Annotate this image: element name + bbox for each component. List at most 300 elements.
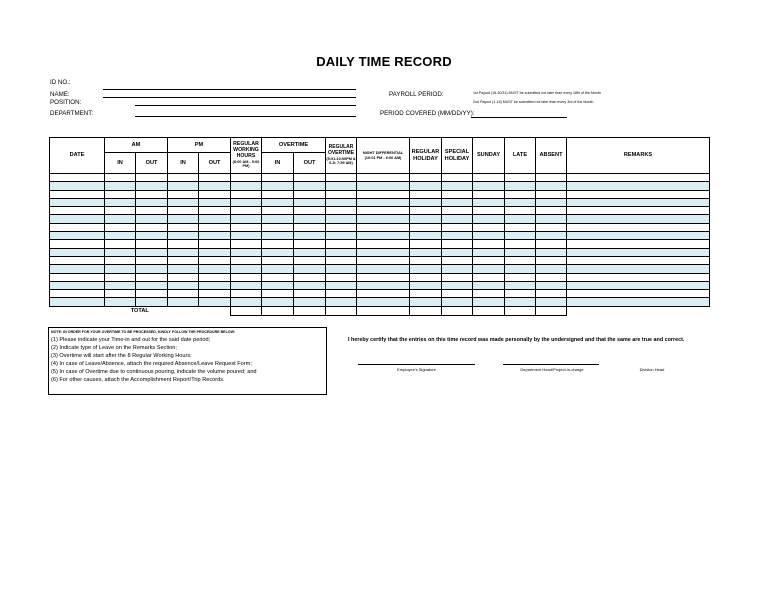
table-cell[interactable] bbox=[294, 248, 326, 256]
table-cell[interactable] bbox=[199, 232, 231, 240]
table-cell[interactable] bbox=[105, 198, 136, 206]
table-cell[interactable] bbox=[136, 232, 168, 240]
table-cell[interactable] bbox=[567, 298, 710, 306]
table-cell[interactable] bbox=[231, 240, 262, 248]
table-cell[interactable] bbox=[442, 265, 473, 273]
table-cell[interactable] bbox=[410, 232, 442, 240]
table-cell[interactable] bbox=[567, 223, 710, 231]
table-cell[interactable] bbox=[326, 273, 357, 281]
table-cell[interactable] bbox=[168, 198, 199, 206]
table-row bbox=[50, 198, 710, 206]
table-cell[interactable] bbox=[357, 248, 410, 256]
table-cell[interactable] bbox=[326, 215, 357, 223]
table-cell[interactable] bbox=[410, 198, 442, 206]
table-cell[interactable] bbox=[105, 290, 136, 298]
table-cell[interactable] bbox=[50, 174, 105, 182]
table-cell[interactable] bbox=[231, 232, 262, 240]
name-field[interactable] bbox=[103, 97, 356, 98]
table-cell[interactable] bbox=[567, 290, 710, 298]
table-cell[interactable] bbox=[357, 223, 410, 231]
table-cell[interactable] bbox=[50, 215, 105, 223]
table-cell[interactable] bbox=[473, 281, 505, 289]
table-cell[interactable] bbox=[105, 223, 136, 231]
table-cell[interactable] bbox=[105, 207, 136, 215]
id-no-label: ID NO.: bbox=[50, 79, 71, 86]
table-cell[interactable] bbox=[505, 182, 536, 190]
table-cell[interactable] bbox=[357, 207, 410, 215]
table-cell[interactable] bbox=[262, 207, 294, 215]
table-cell[interactable] bbox=[262, 232, 294, 240]
table-cell[interactable] bbox=[105, 215, 136, 223]
table-cell[interactable] bbox=[410, 281, 442, 289]
table-cell[interactable] bbox=[50, 256, 105, 264]
table-cell[interactable] bbox=[410, 223, 442, 231]
table-cell[interactable] bbox=[567, 256, 710, 264]
table-cell[interactable] bbox=[442, 248, 473, 256]
table-cell[interactable] bbox=[357, 256, 410, 264]
table-cell[interactable] bbox=[105, 240, 136, 248]
table-cell[interactable] bbox=[442, 298, 473, 306]
table-cell[interactable] bbox=[536, 182, 567, 190]
table-cell[interactable] bbox=[567, 265, 710, 273]
table-cell[interactable] bbox=[357, 182, 410, 190]
table-cell[interactable] bbox=[168, 240, 199, 248]
table-cell[interactable] bbox=[326, 223, 357, 231]
table-cell[interactable] bbox=[442, 207, 473, 215]
table-cell[interactable] bbox=[567, 207, 710, 215]
table-cell[interactable] bbox=[105, 281, 136, 289]
table-cell[interactable] bbox=[50, 223, 105, 231]
table-cell[interactable] bbox=[505, 281, 536, 289]
table-cell[interactable] bbox=[199, 281, 231, 289]
table-cell[interactable] bbox=[262, 182, 294, 190]
table-cell[interactable] bbox=[231, 273, 262, 281]
table-cell[interactable] bbox=[357, 190, 410, 198]
table-cell[interactable] bbox=[326, 207, 357, 215]
table-cell[interactable] bbox=[442, 198, 473, 206]
table-cell[interactable] bbox=[136, 265, 168, 273]
table-cell[interactable] bbox=[199, 215, 231, 223]
table-cell[interactable] bbox=[199, 273, 231, 281]
dept-head-signature-line[interactable] bbox=[503, 364, 599, 365]
table-cell[interactable] bbox=[294, 240, 326, 248]
table-cell[interactable] bbox=[505, 223, 536, 231]
total-cell[interactable] bbox=[357, 306, 410, 315]
table-cell[interactable] bbox=[536, 190, 567, 198]
table-cell[interactable] bbox=[505, 190, 536, 198]
table-cell[interactable] bbox=[442, 256, 473, 264]
employee-signature-label: Employee's Signature bbox=[397, 367, 436, 372]
table-cell[interactable] bbox=[410, 290, 442, 298]
table-cell[interactable] bbox=[357, 265, 410, 273]
table-cell[interactable] bbox=[50, 190, 105, 198]
table-cell[interactable] bbox=[442, 223, 473, 231]
table-cell[interactable] bbox=[168, 298, 199, 306]
table-row bbox=[50, 207, 710, 215]
table-cell[interactable] bbox=[294, 207, 326, 215]
table-cell[interactable] bbox=[536, 198, 567, 206]
total-cell[interactable] bbox=[326, 306, 357, 315]
table-cell[interactable] bbox=[50, 265, 105, 273]
table-row bbox=[50, 248, 710, 256]
table-row bbox=[50, 174, 710, 182]
table-cell[interactable] bbox=[168, 265, 199, 273]
table-cell[interactable] bbox=[505, 298, 536, 306]
table-cell[interactable] bbox=[262, 281, 294, 289]
id-no-field[interactable] bbox=[103, 89, 356, 90]
table-cell[interactable] bbox=[231, 281, 262, 289]
table-cell[interactable] bbox=[357, 273, 410, 281]
table-cell[interactable] bbox=[567, 182, 710, 190]
table-cell[interactable] bbox=[199, 182, 231, 190]
table-cell[interactable] bbox=[473, 207, 505, 215]
table-cell[interactable] bbox=[536, 240, 567, 248]
table-cell[interactable] bbox=[442, 232, 473, 240]
table-cell[interactable] bbox=[50, 198, 105, 206]
table-cell[interactable] bbox=[136, 273, 168, 281]
table-cell[interactable] bbox=[357, 290, 410, 298]
table-cell[interactable] bbox=[505, 240, 536, 248]
table-cell[interactable] bbox=[136, 290, 168, 298]
table-cell[interactable] bbox=[294, 232, 326, 240]
table-cell[interactable] bbox=[168, 290, 199, 298]
table-cell[interactable] bbox=[326, 265, 357, 273]
table-cell[interactable] bbox=[294, 215, 326, 223]
col-pm-in: IN bbox=[168, 153, 199, 174]
table-cell[interactable] bbox=[231, 223, 262, 231]
table-cell[interactable] bbox=[442, 290, 473, 298]
table-cell[interactable] bbox=[199, 256, 231, 264]
table-cell[interactable] bbox=[168, 273, 199, 281]
col-pm-out: OUT bbox=[199, 153, 231, 174]
table-cell[interactable] bbox=[326, 232, 357, 240]
table-cell[interactable] bbox=[262, 198, 294, 206]
table-cell[interactable] bbox=[105, 273, 136, 281]
table-cell[interactable] bbox=[473, 174, 505, 182]
table-cell[interactable] bbox=[326, 198, 357, 206]
table-cell[interactable] bbox=[567, 273, 710, 281]
table-cell[interactable] bbox=[294, 273, 326, 281]
table-cell[interactable] bbox=[136, 298, 168, 306]
table-cell[interactable] bbox=[326, 174, 357, 182]
table-cell[interactable] bbox=[536, 248, 567, 256]
table-cell[interactable] bbox=[294, 223, 326, 231]
table-cell[interactable] bbox=[231, 198, 262, 206]
table-cell[interactable] bbox=[473, 215, 505, 223]
table-cell[interactable] bbox=[567, 281, 710, 289]
table-cell[interactable] bbox=[326, 281, 357, 289]
table-cell[interactable] bbox=[105, 265, 136, 273]
table-cell[interactable] bbox=[136, 248, 168, 256]
note-item: (6) For other causes, attach the Accomplishment Report/Trip Records. bbox=[51, 377, 225, 384]
table-cell[interactable] bbox=[473, 265, 505, 273]
table-cell[interactable] bbox=[442, 215, 473, 223]
table-cell[interactable] bbox=[136, 281, 168, 289]
table-cell[interactable] bbox=[536, 273, 567, 281]
table-cell[interactable] bbox=[262, 298, 294, 306]
table-cell[interactable] bbox=[168, 190, 199, 198]
table-cell[interactable] bbox=[357, 215, 410, 223]
total-cell[interactable] bbox=[505, 306, 536, 315]
table-cell[interactable] bbox=[262, 174, 294, 182]
total-cell[interactable] bbox=[410, 306, 442, 315]
table-cell[interactable] bbox=[50, 290, 105, 298]
col-ot-out: OUT bbox=[294, 153, 326, 174]
table-cell[interactable] bbox=[231, 215, 262, 223]
division-head-signature-label: Division Head bbox=[639, 367, 665, 372]
table-cell[interactable] bbox=[294, 281, 326, 289]
col-late: LATE bbox=[505, 138, 536, 174]
table-cell[interactable] bbox=[410, 256, 442, 264]
table-cell[interactable] bbox=[136, 198, 168, 206]
table-row bbox=[50, 256, 710, 264]
table-cell[interactable] bbox=[105, 256, 136, 264]
table-cell[interactable] bbox=[231, 207, 262, 215]
table-cell[interactable] bbox=[536, 298, 567, 306]
table-cell[interactable] bbox=[136, 215, 168, 223]
table-cell[interactable] bbox=[136, 182, 168, 190]
table-cell[interactable] bbox=[199, 240, 231, 248]
table-cell[interactable] bbox=[357, 240, 410, 248]
table-cell[interactable] bbox=[199, 265, 231, 273]
table-cell[interactable] bbox=[326, 190, 357, 198]
table-cell[interactable] bbox=[294, 182, 326, 190]
table-cell[interactable] bbox=[168, 174, 199, 182]
table-cell[interactable] bbox=[168, 223, 199, 231]
table-cell[interactable] bbox=[136, 223, 168, 231]
table-cell[interactable] bbox=[262, 273, 294, 281]
table-cell[interactable] bbox=[168, 232, 199, 240]
table-cell[interactable] bbox=[105, 298, 136, 306]
total-cell[interactable] bbox=[473, 306, 505, 315]
table-cell[interactable] bbox=[231, 256, 262, 264]
table-cell[interactable] bbox=[199, 290, 231, 298]
col-pm: PM bbox=[168, 138, 231, 153]
table-cell[interactable] bbox=[567, 215, 710, 223]
table-cell[interactable] bbox=[50, 182, 105, 190]
table-cell[interactable] bbox=[294, 174, 326, 182]
table-cell[interactable] bbox=[50, 298, 105, 306]
period-covered-field[interactable] bbox=[471, 117, 567, 118]
table-cell[interactable] bbox=[410, 265, 442, 273]
time-record-table bbox=[49, 137, 710, 316]
table-cell[interactable] bbox=[442, 190, 473, 198]
table-cell[interactable] bbox=[168, 256, 199, 264]
table-cell[interactable] bbox=[410, 240, 442, 248]
table-cell[interactable] bbox=[505, 248, 536, 256]
table-cell[interactable] bbox=[567, 190, 710, 198]
table-cell[interactable] bbox=[505, 207, 536, 215]
table-cell[interactable] bbox=[136, 207, 168, 215]
table-cell[interactable] bbox=[357, 281, 410, 289]
table-cell[interactable] bbox=[357, 298, 410, 306]
table-cell[interactable] bbox=[505, 232, 536, 240]
table-cell[interactable] bbox=[473, 273, 505, 281]
table-row bbox=[50, 223, 710, 231]
time-record-rows bbox=[50, 174, 710, 307]
table-cell[interactable] bbox=[105, 174, 136, 182]
payroll-note-2: 2nd Payout (1-15) MUST be submitted not later than every 3rd of the Month bbox=[473, 100, 594, 104]
total-cell[interactable] bbox=[536, 306, 567, 315]
table-cell[interactable] bbox=[442, 273, 473, 281]
table-cell[interactable] bbox=[326, 182, 357, 190]
table-cell[interactable] bbox=[199, 190, 231, 198]
table-cell[interactable] bbox=[505, 174, 536, 182]
table-cell[interactable] bbox=[199, 298, 231, 306]
table-cell[interactable] bbox=[50, 240, 105, 248]
table-cell[interactable] bbox=[326, 248, 357, 256]
position-field[interactable] bbox=[135, 105, 356, 106]
table-cell[interactable] bbox=[231, 298, 262, 306]
table-cell[interactable] bbox=[199, 174, 231, 182]
table-cell[interactable] bbox=[136, 190, 168, 198]
table-cell[interactable] bbox=[442, 182, 473, 190]
table-cell[interactable] bbox=[567, 232, 710, 240]
table-cell[interactable] bbox=[473, 298, 505, 306]
table-cell[interactable] bbox=[262, 248, 294, 256]
table-cell[interactable] bbox=[326, 298, 357, 306]
table-cell[interactable] bbox=[105, 232, 136, 240]
table-cell[interactable] bbox=[326, 290, 357, 298]
table-cell[interactable] bbox=[410, 248, 442, 256]
table-cell[interactable] bbox=[505, 273, 536, 281]
table-cell[interactable] bbox=[50, 281, 105, 289]
note-item: (1) Please indicate your Time-in and out for the said date period; bbox=[51, 337, 211, 343]
table-cell[interactable] bbox=[262, 223, 294, 231]
table-cell[interactable] bbox=[294, 198, 326, 206]
table-cell[interactable] bbox=[410, 182, 442, 190]
notes-box bbox=[48, 327, 327, 395]
position-label: POSITION: bbox=[50, 99, 82, 106]
table-cell[interactable] bbox=[294, 190, 326, 198]
table-cell[interactable] bbox=[442, 174, 473, 182]
table-cell[interactable] bbox=[473, 190, 505, 198]
col-ot-in: IN bbox=[262, 153, 294, 174]
table-cell[interactable] bbox=[473, 248, 505, 256]
table-cell[interactable] bbox=[136, 240, 168, 248]
table-cell[interactable] bbox=[50, 207, 105, 215]
table-cell[interactable] bbox=[199, 248, 231, 256]
table-cell[interactable] bbox=[231, 290, 262, 298]
table-cell[interactable] bbox=[105, 248, 136, 256]
table-cell[interactable] bbox=[442, 240, 473, 248]
table-cell[interactable] bbox=[357, 198, 410, 206]
regular-working-hours-sub: (8:00 AM - 5:00 PM) bbox=[232, 160, 260, 169]
table-cell[interactable] bbox=[505, 290, 536, 298]
table-cell[interactable] bbox=[231, 265, 262, 273]
total-label: TOTAL bbox=[50, 306, 231, 315]
table-cell[interactable] bbox=[505, 256, 536, 264]
table-cell[interactable] bbox=[442, 281, 473, 289]
table-cell[interactable] bbox=[536, 223, 567, 231]
table-cell[interactable] bbox=[567, 198, 710, 206]
table-cell[interactable] bbox=[536, 290, 567, 298]
department-field[interactable] bbox=[135, 116, 356, 117]
table-cell[interactable] bbox=[567, 248, 710, 256]
table-cell[interactable] bbox=[567, 174, 710, 182]
table-cell[interactable] bbox=[473, 223, 505, 231]
table-cell[interactable] bbox=[105, 182, 136, 190]
table-cell[interactable] bbox=[262, 240, 294, 248]
table-cell[interactable] bbox=[505, 198, 536, 206]
total-cell[interactable] bbox=[294, 306, 326, 315]
table-cell[interactable] bbox=[326, 256, 357, 264]
table-cell[interactable] bbox=[168, 215, 199, 223]
table-cell[interactable] bbox=[262, 290, 294, 298]
table-cell[interactable] bbox=[262, 256, 294, 264]
notes-header: NOTE: IN ORDER FOR YOUR OVERTIME TO BE PROCESSED, KINDLY FOLLOW THE PROCEDURE BELOW: bbox=[51, 330, 236, 334]
table-cell[interactable] bbox=[231, 182, 262, 190]
table-cell[interactable] bbox=[168, 281, 199, 289]
table-cell[interactable] bbox=[105, 190, 136, 198]
table-cell[interactable] bbox=[231, 248, 262, 256]
table-cell[interactable] bbox=[50, 273, 105, 281]
table-cell[interactable] bbox=[473, 256, 505, 264]
table-cell[interactable] bbox=[294, 265, 326, 273]
employee-signature-line[interactable] bbox=[358, 364, 475, 365]
table-cell[interactable] bbox=[168, 182, 199, 190]
table-cell[interactable] bbox=[168, 248, 199, 256]
table-cell[interactable] bbox=[536, 215, 567, 223]
table-cell[interactable] bbox=[536, 256, 567, 264]
table-cell[interactable] bbox=[473, 240, 505, 248]
table-cell[interactable] bbox=[168, 207, 199, 215]
table-cell[interactable] bbox=[536, 207, 567, 215]
total-cell[interactable] bbox=[262, 306, 294, 315]
table-cell[interactable] bbox=[410, 190, 442, 198]
table-cell[interactable] bbox=[473, 290, 505, 298]
table-cell[interactable] bbox=[136, 256, 168, 264]
table-cell[interactable] bbox=[536, 232, 567, 240]
table-cell[interactable] bbox=[410, 207, 442, 215]
table-cell[interactable] bbox=[199, 223, 231, 231]
table-cell[interactable] bbox=[567, 240, 710, 248]
table-cell[interactable] bbox=[136, 174, 168, 182]
table-cell[interactable] bbox=[199, 198, 231, 206]
table-cell[interactable] bbox=[410, 298, 442, 306]
table-cell[interactable] bbox=[50, 232, 105, 240]
table-cell[interactable] bbox=[536, 265, 567, 273]
table-row bbox=[50, 298, 710, 306]
table-cell[interactable] bbox=[473, 182, 505, 190]
table-cell[interactable] bbox=[473, 198, 505, 206]
table-cell[interactable] bbox=[410, 273, 442, 281]
table-cell[interactable] bbox=[231, 174, 262, 182]
col-sunday: SUNDAY bbox=[473, 138, 505, 174]
table-cell[interactable] bbox=[199, 207, 231, 215]
table-cell[interactable] bbox=[262, 215, 294, 223]
table-cell[interactable] bbox=[536, 281, 567, 289]
table-cell[interactable] bbox=[262, 190, 294, 198]
table-cell[interactable] bbox=[410, 215, 442, 223]
table-cell[interactable] bbox=[326, 240, 357, 248]
table-cell[interactable] bbox=[294, 290, 326, 298]
table-cell[interactable] bbox=[294, 256, 326, 264]
table-cell[interactable] bbox=[536, 174, 567, 182]
table-cell[interactable] bbox=[50, 248, 105, 256]
table-cell[interactable] bbox=[262, 265, 294, 273]
table-cell[interactable] bbox=[473, 232, 505, 240]
total-cell[interactable] bbox=[231, 306, 262, 315]
table-cell[interactable] bbox=[357, 232, 410, 240]
table-cell[interactable] bbox=[294, 298, 326, 306]
total-cell[interactable] bbox=[442, 306, 473, 315]
table-cell[interactable] bbox=[231, 190, 262, 198]
table-cell[interactable] bbox=[357, 174, 410, 182]
table-cell[interactable] bbox=[505, 215, 536, 223]
table-cell[interactable] bbox=[505, 265, 536, 273]
table-cell[interactable] bbox=[410, 174, 442, 182]
